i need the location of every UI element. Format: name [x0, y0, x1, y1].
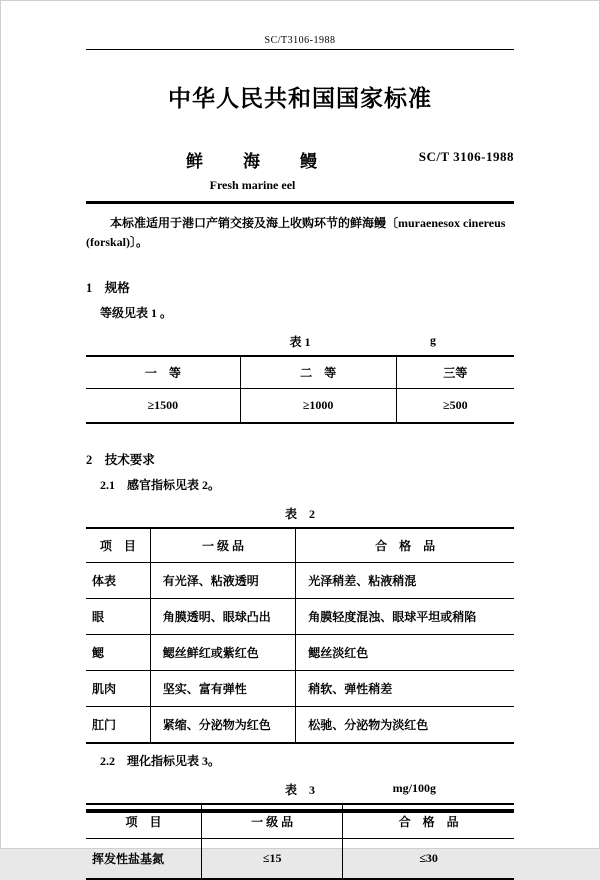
table3-header-qualified: 合 格 品 [343, 804, 514, 839]
table1-header-row [86, 356, 514, 389]
table2-row5-item: 肛门 [92, 718, 117, 732]
table3-row1-qualified: ≤30 [343, 839, 514, 880]
table2-row1-item: 体表 [92, 574, 117, 588]
table2-row1-qualified: 光泽稍差、粘液稍混 [296, 563, 514, 599]
section-1-intro: 等级见表 1 。 [100, 306, 173, 320]
table2-row2-qualified: 角膜轻度混浊、眼球平坦或稍陷 [296, 599, 514, 635]
table1-unit: g [430, 333, 436, 347]
table2-header-grade1: 一 级 品 [150, 528, 296, 563]
table1-value-grade1: ≥1500 [147, 398, 179, 412]
table1-value-row [86, 389, 514, 424]
table2-header-item: 项 目 [99, 539, 136, 553]
table2-row2-item: 眼 [92, 610, 105, 624]
table1-value-grade3: ≥500 [396, 389, 514, 424]
table1-header-grade1: 一 等 [144, 366, 181, 380]
section-2-2-intro: 2.2 理化指标见表 3。 [100, 754, 221, 768]
table3-caption-row [86, 781, 514, 798]
table1-value-grade2: ≥1000 [240, 389, 396, 424]
table2-row5-qualified: 松驰、分泌物为淡红色 [296, 707, 514, 744]
table3-caption: 表 3 [284, 783, 315, 797]
table2-sensory-indicators [86, 527, 514, 744]
footer-rule [86, 809, 514, 813]
section-2-heading: 2 技术要求 [86, 453, 155, 467]
standard-name-en: Fresh marine eel [209, 178, 296, 192]
table2-row5-grade1: 紧缩、分泌物为红色 [150, 707, 296, 744]
table2-header-qualified: 合 格 品 [296, 528, 514, 563]
table-row [86, 635, 514, 671]
standard-name-row [86, 147, 514, 172]
running-head-code: SC/T3106-1988 [264, 35, 336, 46]
table3-chemical-indicators [86, 803, 514, 880]
table2-caption: 表 2 [284, 507, 315, 521]
section-2-1-intro: 2.1 感官指标见表 2。 [100, 478, 221, 492]
scope-paragraph: 本标准适用于港口产销交接及海上收购环节的鲜海鳗〔muraenesox cinereus (forskal)〕。 [86, 216, 506, 249]
section-1-heading: 1 规格 [86, 281, 130, 295]
table3-header-grade1: 一 级 品 [202, 804, 343, 839]
table1-grades [86, 355, 514, 424]
table2-row4-item: 肌肉 [92, 682, 117, 696]
table2-row1-grade1: 有光泽、粘液透明 [150, 563, 296, 599]
table1-header-grade3: 三等 [396, 356, 514, 389]
table-row [86, 563, 514, 599]
document-title: 中华人民共和国国家标准 [168, 86, 432, 111]
table1-caption: 表 1 [289, 335, 311, 349]
table3-row1-item: 挥发性盐基氮 [92, 852, 165, 866]
table1-caption-row [86, 333, 514, 350]
table2-header-row [86, 528, 514, 563]
table-row [86, 707, 514, 744]
standard-code: SC/T 3106-1988 [418, 149, 514, 164]
table-row [86, 671, 514, 707]
table2-row4-grade1: 坚实、富有弹性 [150, 671, 296, 707]
table2-row3-grade1: 鳃丝鲜红或紫红色 [150, 635, 296, 671]
table1-header-grade2: 二 等 [240, 356, 396, 389]
running-head [86, 1, 514, 50]
table3-header-item: 项 目 [125, 815, 162, 829]
standard-name-cn: 鲜 海 鳗 [186, 152, 319, 171]
table3-row1-grade1: ≤15 [202, 839, 343, 880]
table2-row2-grade1: 角膜透明、眼球凸出 [150, 599, 296, 635]
table-row [86, 839, 514, 880]
table2-caption-row [86, 505, 514, 522]
table3-unit: mg/100g [392, 781, 436, 795]
table2-row3-item: 鳃 [92, 646, 105, 660]
table2-row4-qualified: 稍软、弹性稍差 [296, 671, 514, 707]
table-row [86, 599, 514, 635]
title-divider-rule [86, 201, 514, 204]
table2-row3-qualified: 鳃丝淡红色 [296, 635, 514, 671]
running-head-rule [86, 49, 514, 50]
